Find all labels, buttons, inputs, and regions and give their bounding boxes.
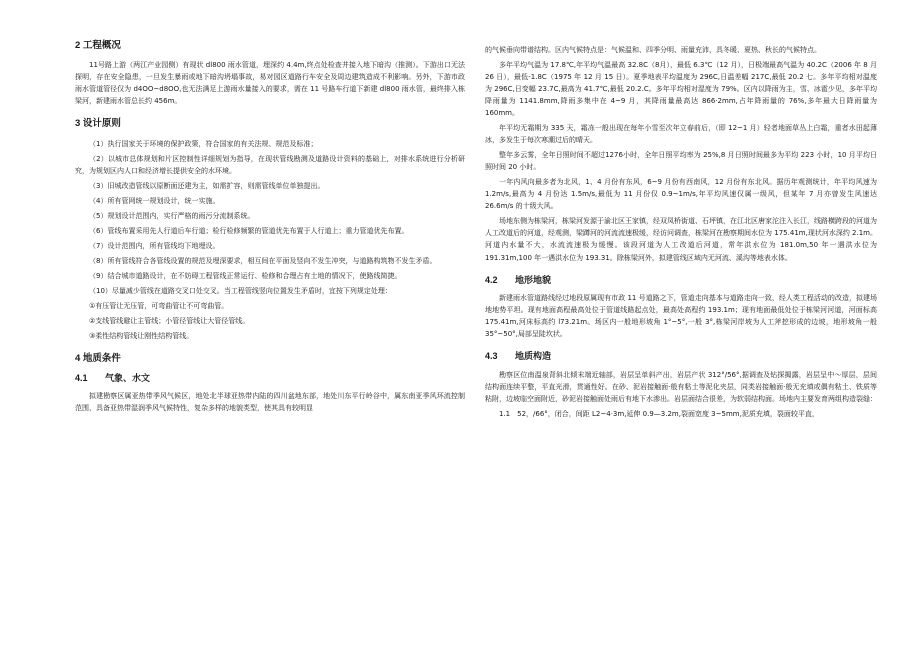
- principle-item: （4）所有管网统一规划设计，统一实施。: [89, 196, 220, 205]
- principle-item: （6）管线布置采用先人行道后车行道；检行检修频繁的管道优先布置于人行道上；重力管道优先布置。: [89, 227, 409, 235]
- section-4-1-number: 4.1: [75, 372, 88, 383]
- section-4-heading: 4 地质条件: [75, 353, 121, 365]
- sunshine-paragraph: 整年多云雾，全年日照时间不超过1276小时，全年日照平均率为 25%,8 月日照时间最多为平均 223 小时，10 月平均日照时间 20 小时。: [485, 151, 877, 172]
- principle-item: （5）规划设计范围内，实行严格的雨污分流制系统。: [89, 211, 255, 220]
- section-4-2-number: 4.2: [485, 274, 498, 285]
- section-4-2-title: 地形地貌: [515, 274, 552, 285]
- geology-paragraph: 勘察区位南温泉背斜北倾末端近轴部，岩层呈单斜产出，岩层产状 312°/56°,据调查及钻探揭露，岩层呈中～厚层，层间结构面连续平整，平直光滑，贯通性好。在砂、泥岩接触面·般有粘土等泥化夹层，同类岩接触面·般无充填或偶有粘土、铁质等粘附，边坡临空面附近，砂泥岩接触面处雨后有地下水渗出。岩层面结合很差，为软弱结构面。场地内主要发育两组构造裂缝：: [485, 371, 877, 404]
- section-4-1-title: 气象、水文: [105, 372, 151, 383]
- section-3-heading: 3 设计原则: [75, 118, 121, 130]
- terrain-paragraph: 新建雨水管道路线经过地段原属现有市政 11 号道路之下，管道走向基本与道路走向一致，经人类工程活动的改造，拟建场地地势平坦。现有地面高程最高处位于管道线路起点处，最高处高程约 193.1m；现有地面最低处位于栋梁河河道，河面标高 175.41m,河床标高约 l73.21m。场区内一般地形坡角 1°~5°,一般 3°,栋梁河岸坡为人工斧挖形成的边坡，地形坡角一般 35°~50°,局部呈陡坎状。: [485, 294, 877, 339]
- section-2-heading: 2 工程概况: [75, 40, 121, 51]
- section-2-paragraph: 11号路上游（两江产业园侧）有现状 dl800 雨水管道，埋深约 4.4m,终点处检查井接入地下暗沟（推测）。下游出口无法探明，存在安全隐患，一旦发生暴雨或地下暗沟坍塌事故，易对园区道路行车安全及周边建筑造成不利影响。另外，下游市政雨水管道管径仅为 d4OO~d8OO,也无法满足上游雨水量接入的要求，需在 11 号路车行道下新建 dl800 雨水管，最终排入栋梁河，新建雨水管总长约 456m。: [75, 61, 465, 106]
- wind-paragraph: 一年内风向最多者为北风，1、4 月份有东风，6~9 月份有西南风，12 月份有东北风。据历年观测统计，年平均风速为 1.2m/s,最高为 4 月份达 1.5m/s,最低为 11 月份仅 0.9~1m/s,年平均风速仅属一级风，但某年 7 月亦曾发生风速达 26.6m/s 的十级大风。: [485, 178, 877, 211]
- avoidance-rule: ①有压管让无压管，可弯曲管让不可弯曲管。: [89, 302, 229, 311]
- left-column: [75, 40, 465, 417]
- avoidance-rule: ③柔性结构管线让刚性结构管线。: [89, 332, 194, 341]
- right-column: [485, 44, 877, 423]
- frost-paragraph: 年平均无霜期为 335 天，霜冻一般出现在每年小雪至次年立春前后，（即 12~1 月）轻者地面草丛上白霜，重者水田起薄冰，多发生于每次寒潮过后的晴天。: [485, 124, 877, 145]
- avoidance-rule: ②支线管线避让主管线；小管径管线让大管径管线。: [89, 317, 250, 326]
- section-4-1-heading: [75, 373, 465, 385]
- climate-continued-paragraph: 的气候垂向带谱结构。区内气候特点是：气候温和、四季分明、雨量充沛，具冬暖、夏热、秋长的气候特点。: [485, 46, 821, 54]
- principle-item: （2）以城市总体规划和片区控制性详细规划为指导，在现状管线勘测及道路设计资料的基础上，对排水系统进行分析研究，为规划区内人口和经济增长提供安全的水环境。: [75, 154, 465, 175]
- section-4-3-title: 地质构造: [515, 351, 552, 362]
- section-4-3-number: 4.3: [485, 351, 498, 362]
- fracture-item: 1.1 52，/66°，闭合，间距 L2~4·3m,延伸 0.9—3.2m,裂面宽度 3~5mm,泥质充填，裂面较平直，: [499, 410, 819, 419]
- climate-paragraph: 拟建勘察区属亚热带季风气候区，地处北半球亚热带内陆的四川盆地东部，地处川东平行岭谷中，属东南亚季风环流控制范围，具备亚热带湿润季风气候特性，复杂多样的地貌类型，使其具有较明显: [75, 392, 465, 413]
- principle-item: （1）执行国家关于环境的保护政策，符合国家的有关法规、规范及标准；: [89, 139, 318, 148]
- principle-item: （9）结合城市道路设计，在不妨碍工程管线正常运行、检修和合理占有土地的情况下，使路线简捷。: [89, 272, 402, 281]
- temperature-paragraph: 多年平均气温为 17.8℃,年平均气温最高 32.8C（8月），最低 6.3℃（12 月），日极端最高气温为 40.2C（2006 年 8 月 26 日），最低-1.8C（1975 年 12 月 15 日）。夏季地表平均温度为 296C,日温差幅 217C,最低 20.2 七。多年平均相对温度为 296C,日变幅 23.7C,最高为 41.7℃,最低 20.2.C。多年平均相对湿度为 79%。区内以降雨为主，雪、冰雹少见，多年平均降雨量为 1141.8mm,降雨多集中在 4~9 月，其降雨量最高达 866·2mm,占年降雨量的 76%,多年最大日降雨量为 160mm。: [485, 61, 877, 118]
- section-4-2-heading: [485, 275, 877, 287]
- section-4-3-heading: [485, 351, 877, 363]
- principle-item: （10）尽量减少管线在道路交叉口处交叉。当工程管线竖向位置发生矛盾时，宜按下列规定处理：: [89, 287, 392, 296]
- principle-item: （8）所有管线符合各管线设置的规范及埋深要求，相互间在平面及竖向不发生冲突，与道路构筑物不发生矛盾。: [89, 257, 437, 266]
- principle-item: （3）旧城改造管线以原断面还建为主，如需扩容，则需管线单位单独提出。: [89, 181, 325, 190]
- principle-item: （7）设计范围内，所有管线均下地埋设。: [89, 242, 220, 251]
- river-paragraph: 场地东侧为栋梁河，栋梁河发源于渝北区王家镇，经双凤桥街道、石坪镇，在江北区唐家沱注入长江，线路横跨段的河道为人工改道后的河道，经观测，梁蹲河的河流流速极缓，经访问调查，栋梁河在勘察期间水位为 175.41m,现状河水深约 2.1m。河道内水量不大，水流流速极为缓慢。该段河道为人工改道后河道，常年洪水位为 181.0m,50 年一遇洪水位为 191.31m,100 年一遇洪水位为 193.31。除栋梁河外，拟建管线区域内无河流、溪沟等地表水体。: [485, 217, 877, 262]
